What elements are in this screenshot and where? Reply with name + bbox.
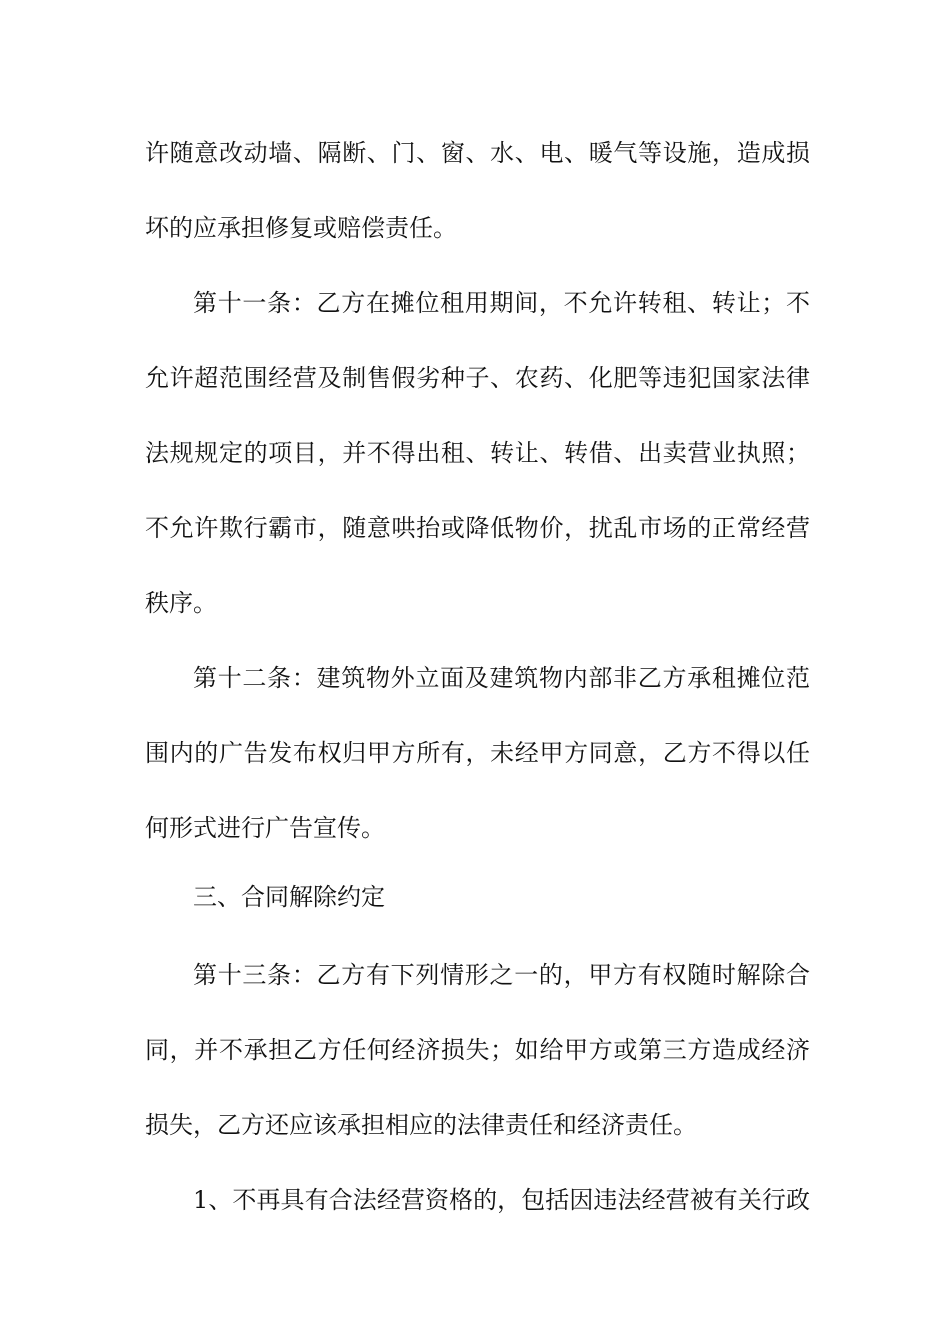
text-line: 允许超范围经营及制售假劣种子、农药、化肥等违犯国家法律: [145, 364, 810, 392]
list-item-1-line: 1、不再具有合法经营资格的，包括因违法经营被有关行政: [193, 1186, 810, 1214]
text-line: 同，并不承担乙方任何经济损失；如给甲方或第三方造成经济: [145, 1036, 810, 1064]
text-line: 围内的广告发布权归甲方所有，未经甲方同意，乙方不得以任: [145, 739, 810, 767]
text-line: 坏的应承担修复或赔偿责任。: [145, 214, 457, 242]
section-heading: 三、合同解除约定: [193, 883, 385, 911]
text-line: 损失，乙方还应该承担相应的法律责任和经济责任。: [145, 1111, 697, 1139]
text-line: 秩序。: [145, 589, 217, 617]
text-line: 法规规定的项目，并不得出租、转让、转借、出卖营业执照；: [145, 439, 810, 467]
article-12-heading-line: 第十二条：建筑物外立面及建筑物内部非乙方承租摊位范: [193, 664, 810, 692]
text-line: 何形式进行广告宣传。: [145, 814, 385, 842]
text-line: 许随意改动墙、隔断、门、窗、水、电、暖气等设施，造成损: [145, 139, 810, 167]
text-line: 不允许欺行霸市，随意哄抬或降低物价，扰乱市场的正常经营: [145, 514, 810, 542]
article-11-heading-line: 第十一条：乙方在摊位租用期间，不允许转租、转让；不: [193, 289, 810, 317]
article-13-heading-line: 第十三条：乙方有下列情形之一的，甲方有权随时解除合: [193, 961, 810, 989]
